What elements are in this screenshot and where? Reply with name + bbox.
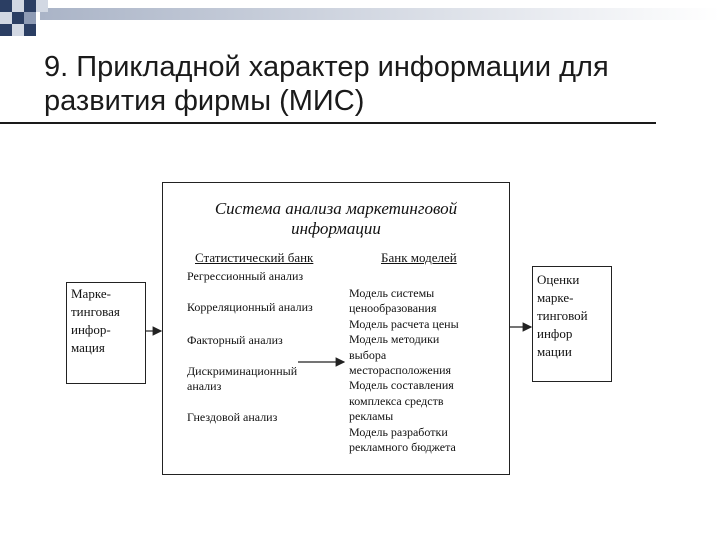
input-box-line: мация xyxy=(71,340,105,355)
output-box-line: Оценки xyxy=(537,272,580,287)
model-bank-item: Модель расчета цены xyxy=(349,316,459,331)
model-bank-header: Банк моделей xyxy=(381,250,457,265)
stat-bank-header: Статистический банк xyxy=(195,250,314,265)
input-box-line: инфор- xyxy=(71,322,111,337)
model-bank-item: месторасположения xyxy=(349,363,452,378)
model-bank-item: Модель системы xyxy=(349,286,435,300)
system-title-line-2: информации xyxy=(291,219,381,238)
model-bank-item: Модель методики xyxy=(349,332,440,347)
output-box-line: мации xyxy=(537,344,572,359)
stat-bank-item: Регрессионный анализ xyxy=(187,269,304,283)
output-box-line: инфор xyxy=(537,326,573,341)
stat-bank-item: Факторный анализ xyxy=(187,333,283,347)
output-box-line: тинговой xyxy=(537,308,588,323)
slide-title-line-1: 9. Прикладной характер информации для xyxy=(44,51,609,83)
model-bank-item: комплекса средств xyxy=(349,393,444,408)
stat-bank-item: Дискриминационный xyxy=(187,364,298,378)
input-box-line: тинговая xyxy=(71,304,120,319)
model-bank-item: ценообразования xyxy=(349,301,437,316)
model-bank-item: выбора xyxy=(349,347,387,362)
input-box-line: Марке- xyxy=(71,286,111,301)
model-bank-item: рекламного бюджета xyxy=(349,440,456,455)
model-bank-item: Модель разработки xyxy=(349,424,448,439)
stat-bank-item: Гнездовой анализ xyxy=(187,410,278,424)
model-bank-item: Модель составления xyxy=(349,378,454,393)
model-bank-item: рекламы xyxy=(349,409,394,424)
slide-title-line-2: развития фирмы (МИС) xyxy=(44,85,365,117)
output-box-line: марке- xyxy=(537,290,574,305)
stat-bank-item: анализ xyxy=(187,379,222,393)
system-title-line-1: Система анализа маркетинговой xyxy=(214,199,458,218)
stat-bank-item: Корреляционный анализ xyxy=(187,300,313,314)
